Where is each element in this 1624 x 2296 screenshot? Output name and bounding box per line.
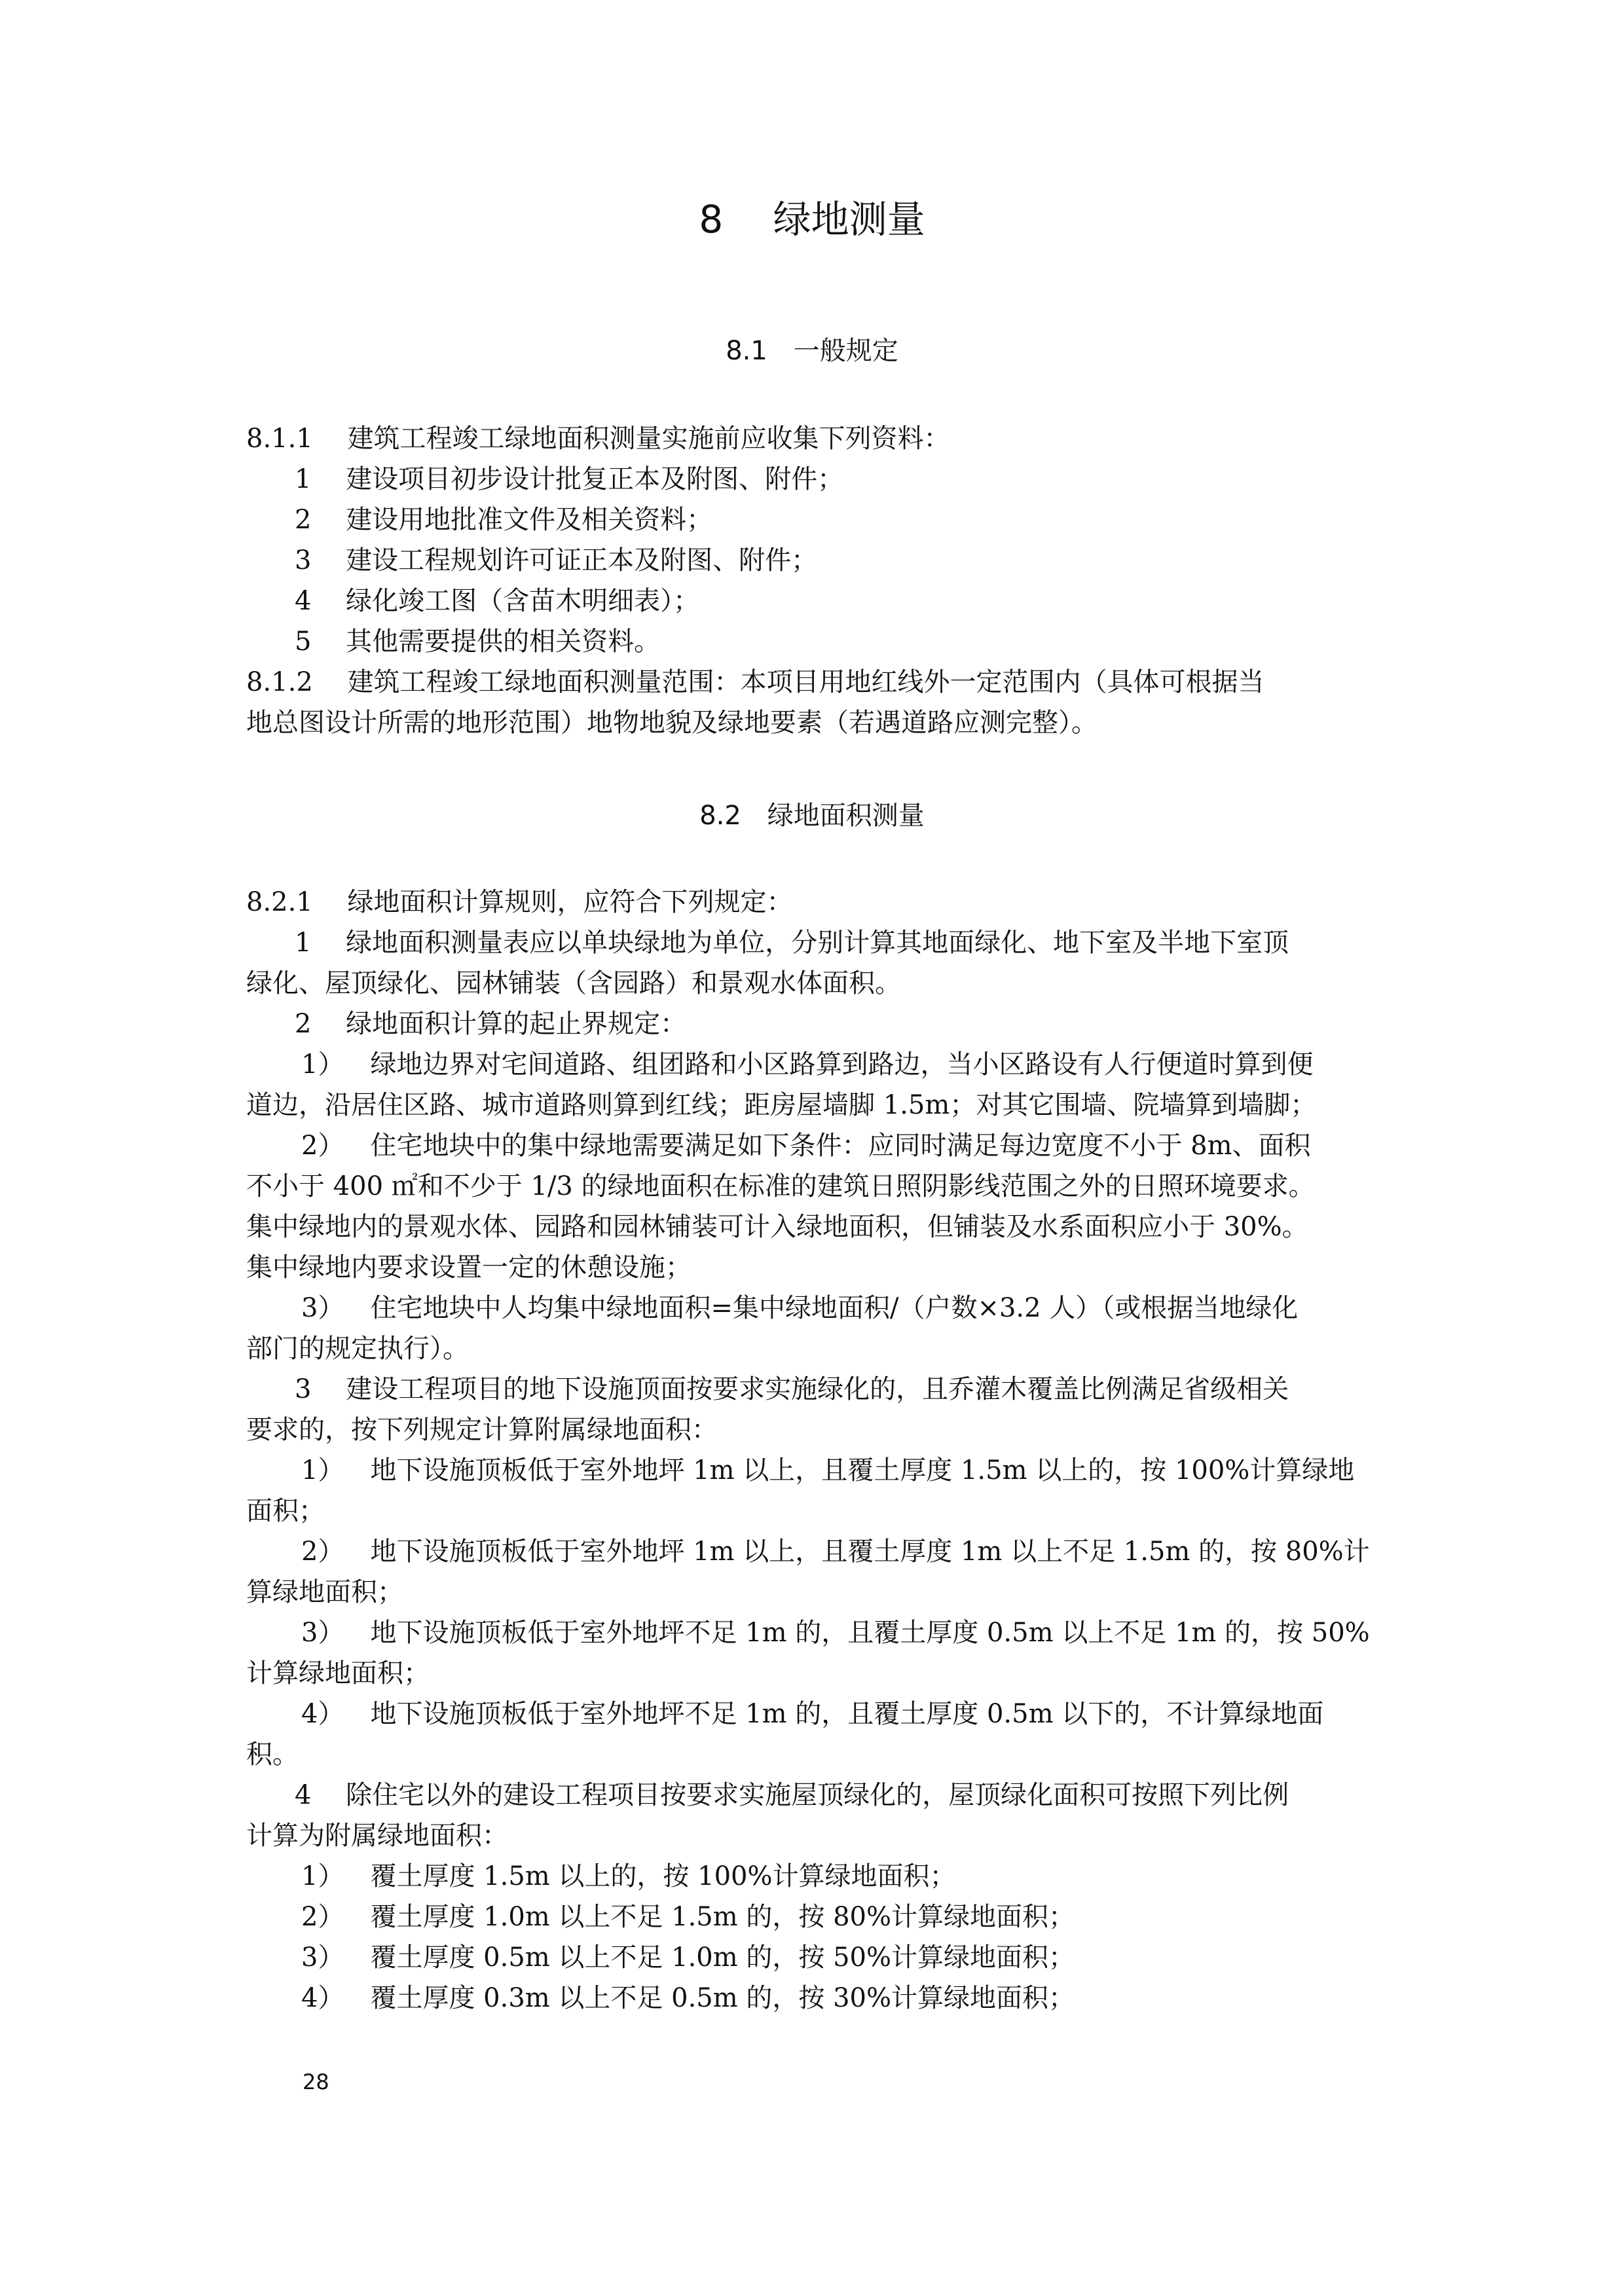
paragraph-line: 计算为附属绿地面积： — [246, 1821, 508, 1851]
list-item: 1 建设项目初步设计批复正本及附图、附件； — [295, 464, 844, 494]
clause-8-1-1: 8.1.1 建筑工程竣工绿地面积测量实施前应收集下列资料： — [246, 424, 950, 454]
list-item: 4 绿化竣工图（含苗木明细表）； — [295, 586, 700, 616]
sub-item: 3） 覆土厚度 0.5m 以上不足 1.0m 的，按 50%计算绿地面积； — [301, 1942, 1075, 1973]
paragraph-line: 面积； — [246, 1496, 325, 1526]
sub-item: 2） 住宅地块中的集中绿地需要满足如下条件：应同时满足每边宽度不小于 8m、面积 — [301, 1131, 1311, 1161]
sub-item: 3） 住宅地块中人均集中绿地面积=集中绿地面积/（户数×3.2 人）（或根据当地绿化 — [301, 1293, 1299, 1323]
section-heading-8-1: 8.1 一般规定 — [726, 336, 898, 366]
paragraph-line: 积。 — [246, 1740, 299, 1770]
clause-8-1-2: 8.1.2 建筑工程竣工绿地面积测量范围：本项目用地红线外一定范围内（具体可根据当 — [246, 667, 1264, 697]
list-item: 3 建设工程规划许可证正本及附图、附件； — [295, 545, 818, 575]
list-item: 2 建设用地批准文件及相关资料； — [295, 505, 713, 535]
sub-item: 3） 地下设施顶板低于室外地坪不足 1m 的，且覆土厚度 0.5m 以上不足 1m 的，按 50% — [301, 1618, 1370, 1648]
paragraph-line: 不小于 400 ㎡和不少于 1/3 的绿地面积在标准的建筑日照阴影线范围之外的日照环境要求。 — [246, 1171, 1315, 1201]
sub-item: 1） 绿地边界对宅间道路、组团路和小区路算到路边，当小区路设有人行便道时算到便 — [301, 1049, 1314, 1080]
paragraph-line: 计算绿地面积； — [246, 1658, 430, 1688]
paragraph-line: 部门的规定执行）。 — [246, 1334, 469, 1364]
list-item: 4 除住宅以外的建设工程项目按要求实施屋顶绿化的，屋顶绿化面积可按照下列比例 — [295, 1780, 1289, 1810]
paragraph-line: 道边，沿居住区路、城市道路则算到红线；距房屋墙脚 1.5m；对其它围墙、院墙算到墙脚； — [246, 1090, 1317, 1120]
sub-item: 1） 地下设施顶板低于室外地坪 1m 以上，且覆土厚度 1.5m 以上的，按 100%计算绿地 — [301, 1455, 1355, 1485]
clause-8-2-1: 8.2.1 绿地面积计算规则，应符合下列规定： — [246, 887, 793, 917]
list-item: 2 绿地面积计算的起止界规定： — [295, 1009, 687, 1039]
paragraph-line: 地总图设计所需的地形范围）地物地貌及绿地要素（若遇道路应测完整）。 — [246, 708, 1098, 738]
paragraph-line: 算绿地面积； — [246, 1577, 403, 1607]
list-item: 5 其他需要提供的相关资料。 — [295, 627, 661, 657]
paragraph-line: 集中绿地内要求设置一定的休憩设施； — [246, 1252, 692, 1283]
list-item: 1 绿地面积测量表应以单块绿地为单位，分别计算其地面绿化、地下室及半地下室顶 — [295, 928, 1289, 958]
section-heading-8-2: 8.2 绿地面积测量 — [699, 801, 925, 831]
paragraph-line: 集中绿地内的景观水体、园路和园林铺装可计入绿地面积，但铺装及水系面积应小于 30%。 — [246, 1212, 1308, 1242]
sub-item: 2） 地下设施顶板低于室外地坪 1m 以上，且覆土厚度 1m 以上不足 1.5m 的，按 80%计 — [301, 1537, 1370, 1567]
sub-item: 1） 覆土厚度 1.5m 以上的，按 100%计算绿地面积； — [301, 1861, 956, 1891]
sub-item: 4） 地下设施顶板低于室外地坪不足 1m 的，且覆土厚度 0.5m 以下的，不计算绿地面 — [301, 1699, 1324, 1729]
paragraph-line: 要求的，按下列规定计算附属绿地面积： — [246, 1415, 718, 1445]
sub-item: 4） 覆土厚度 0.3m 以上不足 0.5m 的，按 30%计算绿地面积； — [301, 1983, 1075, 2013]
chapter-title: 8 绿地测量 — [699, 197, 925, 242]
paragraph-line: 绿化、屋顶绿化、园林铺装（含园路）和景观水体面积。 — [246, 968, 901, 998]
sub-item: 2） 覆土厚度 1.0m 以上不足 1.5m 的，按 80%计算绿地面积； — [301, 1902, 1075, 1932]
page-number: 28 — [303, 2069, 329, 2094]
list-item: 3 建设工程项目的地下设施顶面按要求实施绿化的，且乔灌木覆盖比例满足省级相关 — [295, 1374, 1289, 1404]
